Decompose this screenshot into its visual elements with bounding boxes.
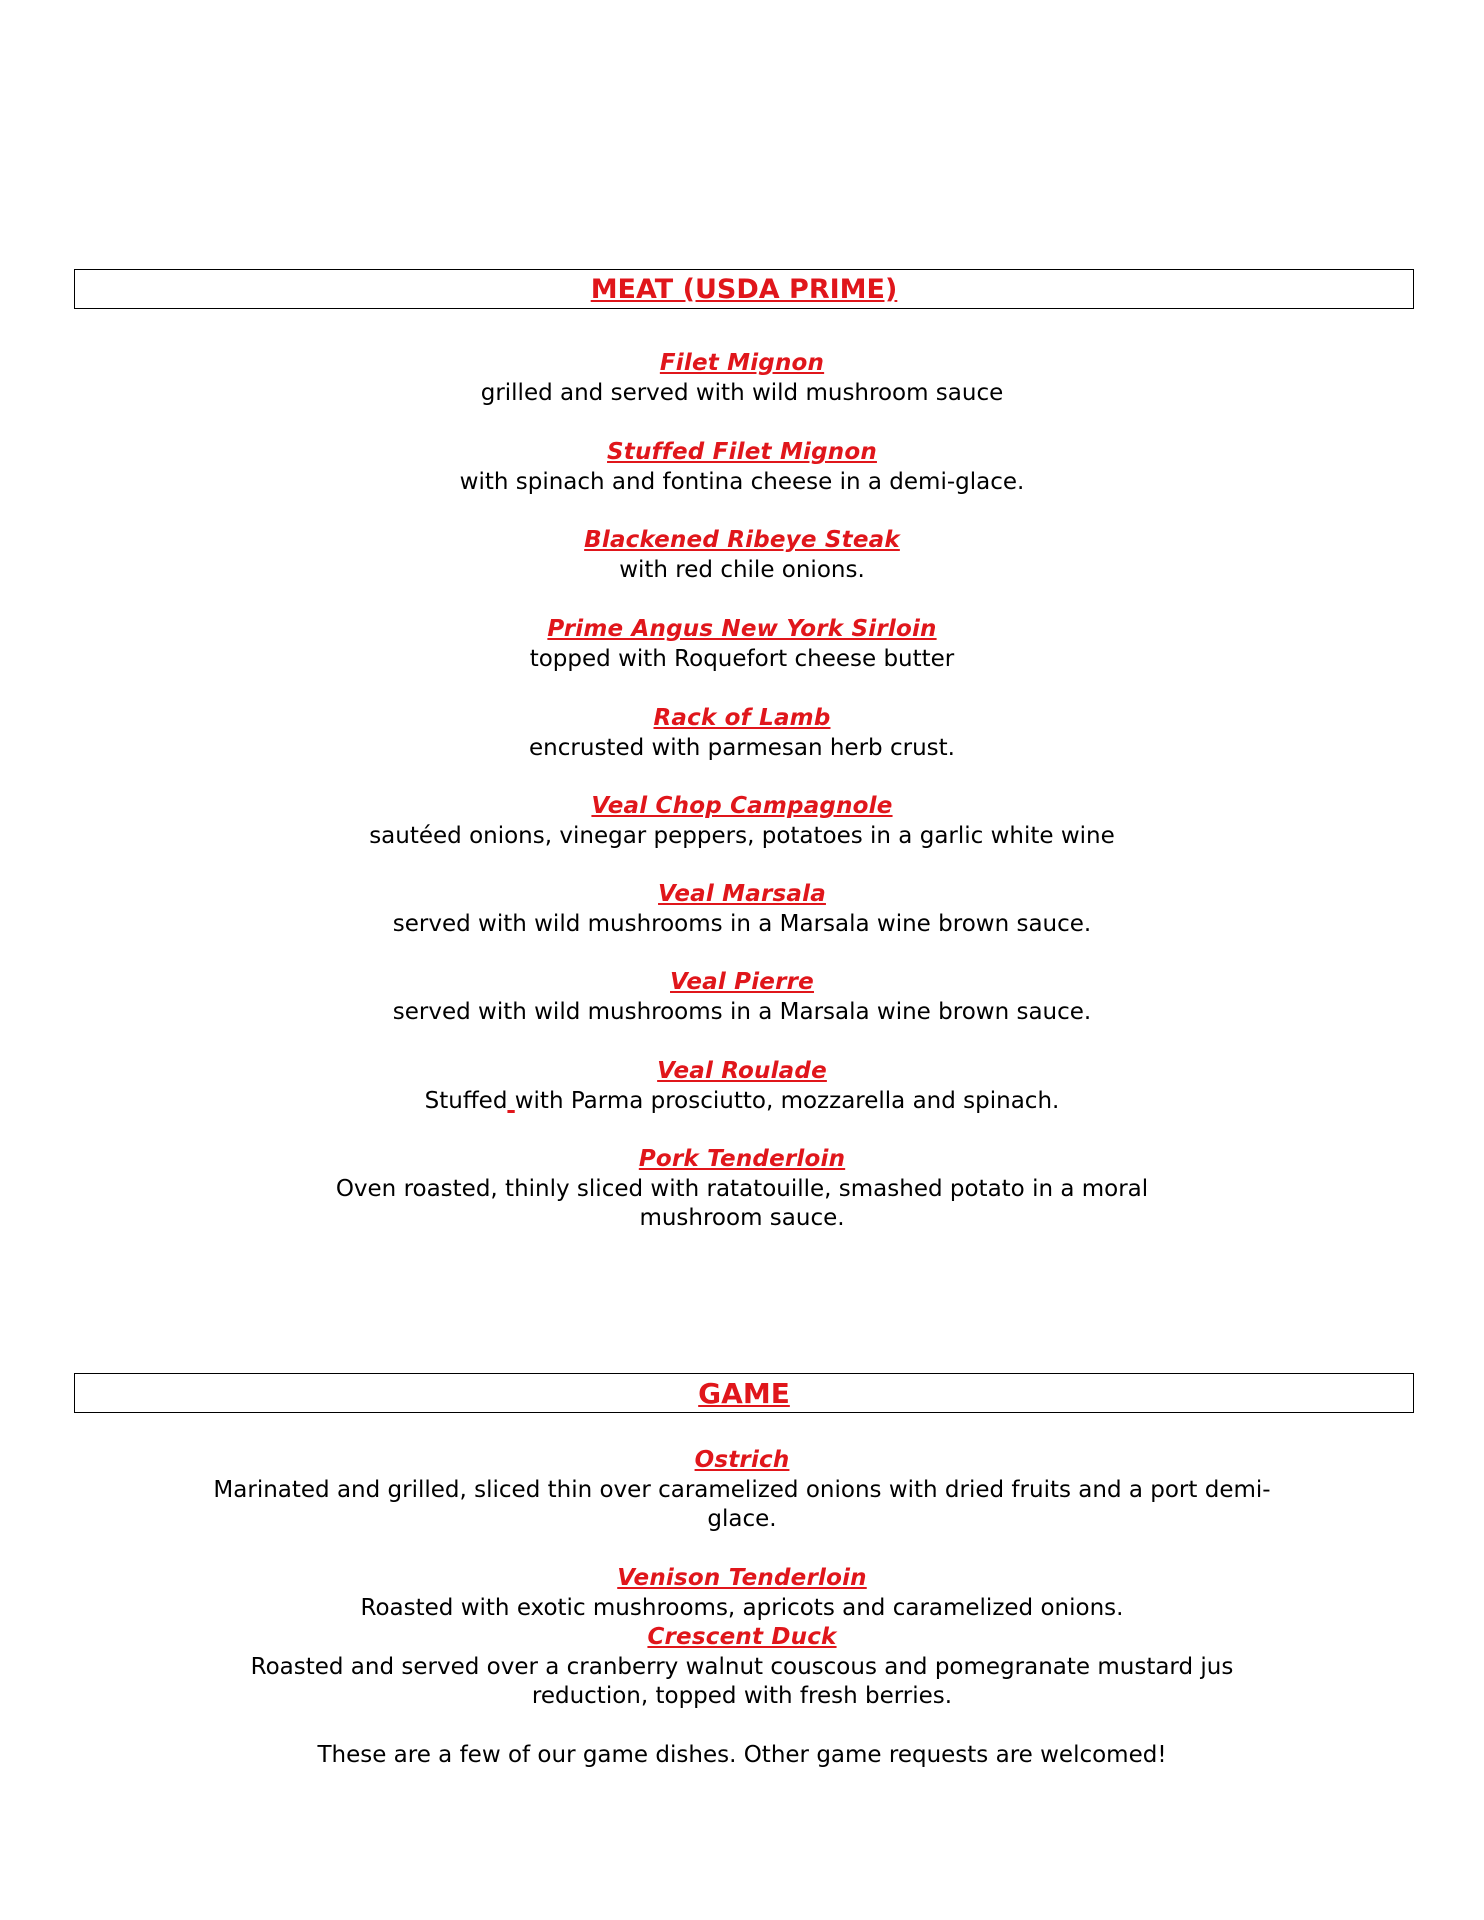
menu-item-crescent-duck — [0, 1623, 1484, 1712]
menu-item-name: Ostrich — [694, 1447, 790, 1473]
menu-item-description: with spinach and fontina cheese in a demi-glace. — [459, 468, 1025, 495]
menu-item-description — [0, 1087, 1484, 1117]
menu-item-stuffed-filet-mignon — [0, 438, 1484, 497]
menu-item-description: Oven roasted, thinly sliced with ratatouille, smashed potato in a moral mushroom sauce. — [335, 1175, 1149, 1231]
section-header-meat — [74, 269, 1414, 309]
menu-item-veal-pierre — [0, 968, 1484, 1027]
menu-item-description: with red chile onions. — [619, 556, 865, 583]
game-requests-note: These are a few of our game dishes. Other game requests are welcomed! — [317, 1742, 1167, 1768]
menu-item-name: Stuffed Filet Mignon — [607, 439, 877, 465]
menu-item-name: Rack of Lamb — [653, 705, 831, 731]
menu-item-rack-of-lamb — [0, 704, 1484, 763]
menu-item-name: Veal Chop Campagnole — [591, 793, 893, 819]
menu-item-name: Prime Angus New York Sirloin — [547, 616, 937, 642]
menu-item-pork-tenderloin — [0, 1145, 1484, 1234]
menu-item-filet-mignon — [0, 349, 1484, 408]
section-title-game: GAME — [698, 1377, 790, 1410]
menu-item-description: grilled and served with wild mushroom sauce — [480, 379, 1004, 406]
menu-item-description: sautéed onions, vinegar peppers, potatoes in a garlic white wine — [369, 822, 1115, 849]
menu-item-ostrich — [0, 1446, 1484, 1535]
menu-item-name: Veal Marsala — [658, 881, 826, 907]
description-text: with Parma prosciutto, mozzarella and spinach. — [514, 1087, 1060, 1114]
menu-item-blackened-ribeye — [0, 526, 1484, 585]
menu-item-name: Venison Tenderloin — [617, 1565, 867, 1591]
menu-item-description: Marinated and grilled, sliced thin over caramelized onions with dried fruits and a port demi-glace. — [213, 1476, 1271, 1532]
menu-item-name: Crescent Duck — [647, 1624, 837, 1650]
menu-item-veal-chop-campagnole — [0, 792, 1484, 851]
menu-item-ny-sirloin — [0, 615, 1484, 674]
section-header-game — [74, 1373, 1414, 1413]
menu-item-description: Roasted and served over a cranberry walnut couscous and pomegranate mustard jus reduction, topped with fresh berries. — [250, 1653, 1234, 1709]
menu-item-name: Blackened Ribeye Steak — [584, 527, 900, 553]
menu-item-name: Filet Mignon — [659, 350, 825, 376]
section-title-meat: MEAT (USDA PRIME) — [590, 274, 898, 305]
menu-item-description: served with wild mushrooms in a Marsala wine brown sauce. — [392, 910, 1092, 937]
menu-item-name: Pork Tenderloin — [638, 1146, 846, 1172]
description-text: Stuffed — [424, 1087, 508, 1114]
menu-item-venison-tenderloin — [0, 1564, 1484, 1623]
menu-item-name: Veal Pierre — [670, 969, 814, 995]
menu-item-name: Veal Roulade — [657, 1058, 827, 1084]
menu-item-description: Roasted with exotic mushrooms, apricots and caramelized onions. — [360, 1594, 1124, 1621]
spelling-mark — [507, 1088, 514, 1114]
menu-item-description: topped with Roquefort cheese butter — [529, 645, 955, 672]
menu-item-description: served with wild mushrooms in a Marsala wine brown sauce. — [392, 998, 1092, 1025]
menu-item-veal-roulade — [0, 1057, 1484, 1116]
menu-item-description: encrusted with parmesan herb crust. — [529, 734, 955, 761]
menu-item-veal-marsala — [0, 880, 1484, 939]
